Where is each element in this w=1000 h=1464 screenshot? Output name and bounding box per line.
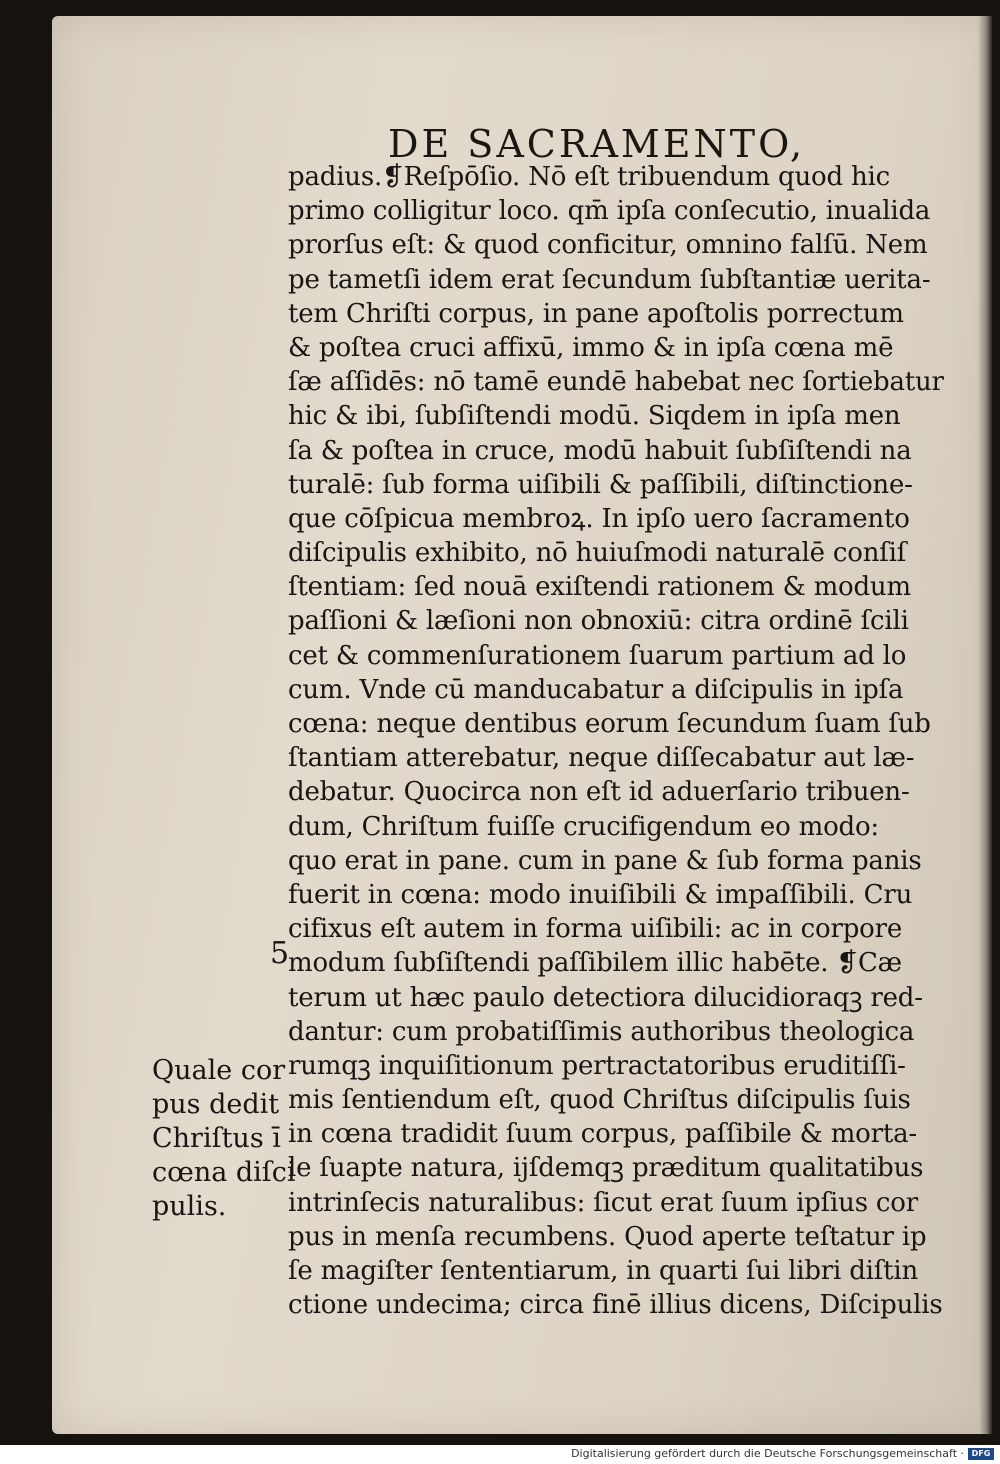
text-line: cet & commenſurationem ſuarum partium ad lo <box>288 640 907 671</box>
text-line: prorſus eſt: & quod conficitur, omnino falſū. Nem <box>288 230 928 261</box>
text-line: quo erat in pane. cum in pane & ſub forma panis <box>288 845 922 876</box>
main-text <box>288 160 988 1322</box>
dfg-logo: DFG <box>968 1448 994 1460</box>
text-line: terum ut hæc paulo detectiora dilucidioraqꝫ red- <box>288 982 923 1013</box>
marginal-note-line: pus dedit <box>152 1089 280 1120</box>
text-line: ſtentiam: ſed nouā exiſtendi rationem & modum <box>288 572 911 603</box>
text-line: ſe magiſter ſententiarum, in quarti ſui libri diſtin <box>288 1256 919 1286</box>
text-line: cifixus eſt autem in forma uiſibili: ac in corpore <box>288 914 903 945</box>
text-line: in cœna tradidit ſuum corpus, paſſibile & morta- <box>288 1119 917 1150</box>
text-line: paſſioni & læſioni non obnoxiū: citra ordinē ſcili <box>288 606 909 637</box>
text-line: cum. Vnde cū manducabatur a diſcipulis in ipſa <box>288 674 904 705</box>
running-head: DE SACRAMENTO, <box>388 122 806 166</box>
footer-credit: Digitalisierung gefördert durch die Deutsche Forschungsgemeinschaft · <box>571 1447 964 1460</box>
text-line: hic & ibi, ſubſiſtendi modū. Siqdem in ipſa men <box>288 401 901 432</box>
text-line: pus in menſa recumbens. Quod aperte teſtatur ip <box>288 1221 927 1252</box>
text-line: rumqꝫ inquiſitionum pertractatoribus eruditiſſi- <box>288 1050 906 1081</box>
text-line: ctione undecima; circa finē illius dicens, Diſcipulis <box>288 1290 943 1321</box>
text-line: ſæ aſſidēs: nō tamē eundē habebat nec ſortiebatur <box>288 367 944 398</box>
text-line: & poſtea cruci affixū, immo & in ipſa cœna mē <box>288 332 894 363</box>
text-line: cœna: neque dentibus eorum ſecundum ſuam ſub <box>288 709 931 739</box>
text-line: tem Chriſti corpus, in pane apoſtolis porrectum <box>288 298 904 329</box>
marginal-note-line: pulis. <box>152 1191 227 1222</box>
text-line: turalē: ſub forma uiſibili & paſſibili, diſtinctione- <box>288 469 913 500</box>
text-line: dum, Chriſtum fuiſſe crucifigendum eo modo: <box>288 811 879 842</box>
text-line: diſcipulis exhibito, nō huiuſmodi naturalē conſiſ <box>288 538 907 569</box>
text-line: padius.❡Reſpōſio. Nō eſt tribuendum quod hic <box>288 162 890 192</box>
text-line: intrinſecis naturalibus: ſicut erat ſuum ipſius cor <box>288 1187 918 1218</box>
marginal-number: 5 <box>270 936 290 971</box>
marginal-note-line: Chriſtus ī <box>152 1123 281 1154</box>
text-line: primo colligitur loco. qm̄ ipſa conſecutio, inualida <box>288 196 931 227</box>
text-line: debatur. Quocirca non eſt id aduerſario tribuen- <box>288 777 910 808</box>
text-line: mis ſentiendum eſt, quod Chriſtus diſcipulis ſuis <box>288 1085 911 1116</box>
footer <box>0 1445 1000 1464</box>
marginal-note-line: cœna diſci <box>152 1157 296 1188</box>
text-line: que cōſpicua membroꝝ. In ipſo uero ſacramento <box>288 503 910 534</box>
marginal-note-line: Quale cor <box>152 1055 286 1086</box>
marginal-note <box>152 1054 302 1224</box>
text-line: fuerit in cœna: modo inuiſibili & impaſſibili. Cru <box>288 879 913 910</box>
text-line: ſa & poſtea in cruce, modū habuit ſubſiſtendi na <box>288 435 912 466</box>
text-line: modum ſubſiſtendi paſſibilem illic habēte. ❡Cæ <box>288 948 902 979</box>
text-line: ſtantiam atterebatur, neque diſſecabatur aut læ- <box>288 743 915 774</box>
text-line: le ſuapte natura, ijſdemqꝫ præditum qualitatibus <box>288 1153 924 1184</box>
text-line: dantur: cum probatiſſimis authoribus theologica <box>288 1016 915 1047</box>
text-line: pe tametſi idem erat ſecundum ſubſtantiæ uerita- <box>288 264 931 295</box>
